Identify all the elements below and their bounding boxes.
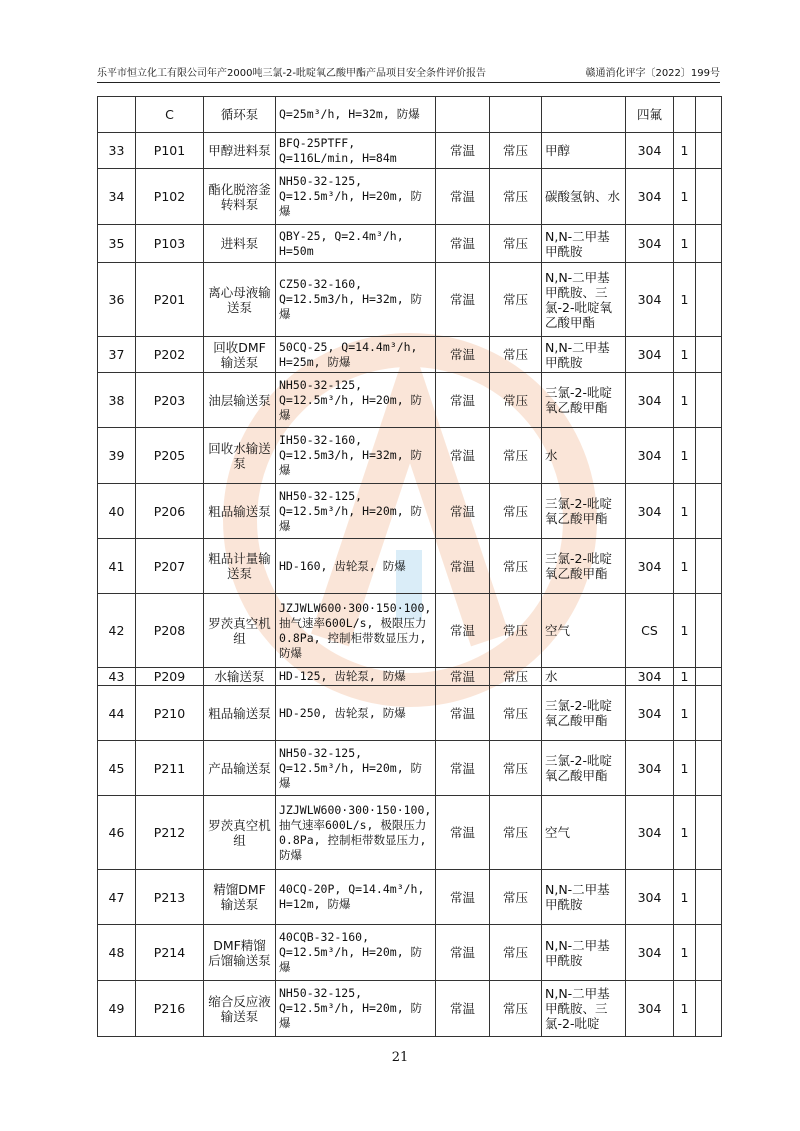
operating-pressure-cell: 常压 xyxy=(490,981,542,1037)
equipment-spec-cell: 50CQ-25, Q=14.4m³/h, H=25m, 防爆 xyxy=(276,337,436,373)
operating-pressure-cell: 常压 xyxy=(490,169,542,225)
equipment-code-cell: P201 xyxy=(136,263,204,337)
operating-temperature-cell: 常温 xyxy=(436,484,490,539)
operating-temperature-cell: 常温 xyxy=(436,870,490,925)
operating-pressure-cell: 常压 xyxy=(490,484,542,539)
equipment-code-cell: P101 xyxy=(136,133,204,169)
quantity-cell: 1 xyxy=(674,225,696,263)
equipment-name-cell: 油层输送泵 xyxy=(204,373,276,428)
remark-cell xyxy=(696,796,722,870)
page-header xyxy=(97,64,720,83)
equipment-code-cell: P216 xyxy=(136,981,204,1037)
table-row xyxy=(98,925,722,981)
equipment-spec-cell: JZJWLW600·300·150·100, 抽气速率600L/s, 极限压力0.8Pa, 控制柜带数显压力, 防爆 xyxy=(276,594,436,668)
medium-cell: 空气 xyxy=(542,594,626,668)
row-number-cell: 49 xyxy=(98,981,136,1037)
equipment-name-cell: DMF精馏后馏输送泵 xyxy=(204,925,276,981)
equipment-spec-cell: HD-250, 齿轮泵, 防爆 xyxy=(276,686,436,741)
medium-cell: N,N-二甲基甲酰胺、三氯-2-吡啶 xyxy=(542,981,626,1037)
row-number-cell: 35 xyxy=(98,225,136,263)
remark-cell xyxy=(696,373,722,428)
operating-temperature-cell xyxy=(436,97,490,133)
operating-pressure-cell: 常压 xyxy=(490,373,542,428)
equipment-spec-cell: BFQ-25PTFF, Q=116L/min, H=84m xyxy=(276,133,436,169)
remark-cell xyxy=(696,263,722,337)
medium-cell: 三氯-2-吡啶氧乙酸甲酯 xyxy=(542,686,626,741)
operating-pressure-cell: 常压 xyxy=(490,133,542,169)
row-number-cell: 44 xyxy=(98,686,136,741)
equipment-name-cell: 粗品计量输送泵 xyxy=(204,539,276,594)
quantity-cell: 1 xyxy=(674,133,696,169)
equipment-name-cell: 精馏DMF输送泵 xyxy=(204,870,276,925)
remark-cell xyxy=(696,337,722,373)
quantity-cell: 1 xyxy=(674,668,696,686)
remark-cell xyxy=(696,925,722,981)
equipment-code-cell: P213 xyxy=(136,870,204,925)
material-cell: 304 xyxy=(626,337,674,373)
remark-cell xyxy=(696,594,722,668)
remark-cell xyxy=(696,97,722,133)
remark-cell xyxy=(696,133,722,169)
equipment-name-cell: 缩合反应液输送泵 xyxy=(204,981,276,1037)
material-cell: 304 xyxy=(626,686,674,741)
equipment-name-cell: 循环泵 xyxy=(204,97,276,133)
quantity-cell: 1 xyxy=(674,741,696,796)
row-number-cell: 43 xyxy=(98,668,136,686)
row-number-cell: 45 xyxy=(98,741,136,796)
equipment-name-cell: 酯化脱溶釜转料泵 xyxy=(204,169,276,225)
remark-cell xyxy=(696,484,722,539)
operating-pressure-cell: 常压 xyxy=(490,668,542,686)
quantity-cell: 1 xyxy=(674,925,696,981)
table-row xyxy=(98,263,722,337)
equipment-name-cell: 回收水输送泵 xyxy=(204,428,276,484)
operating-temperature-cell: 常温 xyxy=(436,133,490,169)
medium-cell: N,N-二甲基甲酰胺 xyxy=(542,925,626,981)
equipment-name-cell: 罗茨真空机组 xyxy=(204,594,276,668)
operating-pressure-cell: 常压 xyxy=(490,428,542,484)
operating-pressure-cell: 常压 xyxy=(490,686,542,741)
equipment-code-cell: C xyxy=(136,97,204,133)
report-title: 乐平市恒立化工有限公司年产2000吨三氯-2-吡啶氧乙酸甲酯产品项目安全条件评价报告 xyxy=(97,68,487,79)
operating-pressure-cell: 常压 xyxy=(490,337,542,373)
equipment-spec-cell: NH50-32-125, Q=12.5m³/h, H=20m, 防爆 xyxy=(276,741,436,796)
operating-pressure-cell: 常压 xyxy=(490,870,542,925)
equipment-spec-cell: NH50-32-125, Q=12.5m³/h, H=20m, 防爆 xyxy=(276,373,436,428)
equipment-code-cell: P208 xyxy=(136,594,204,668)
operating-temperature-cell: 常温 xyxy=(436,925,490,981)
row-number-cell: 34 xyxy=(98,169,136,225)
table-row xyxy=(98,796,722,870)
material-cell: 四氟 xyxy=(626,97,674,133)
quantity-cell: 1 xyxy=(674,263,696,337)
medium-cell: 碳酸氢钠、水 xyxy=(542,169,626,225)
equipment-code-cell: P210 xyxy=(136,686,204,741)
medium-cell xyxy=(542,97,626,133)
quantity-cell: 1 xyxy=(674,686,696,741)
table-row xyxy=(98,686,722,741)
equipment-code-cell: P205 xyxy=(136,428,204,484)
medium-cell: 三氯-2-吡啶氧乙酸甲酯 xyxy=(542,484,626,539)
medium-cell: 水 xyxy=(542,668,626,686)
table-row xyxy=(98,539,722,594)
remark-cell xyxy=(696,870,722,925)
table-row xyxy=(98,668,722,686)
quantity-cell: 1 xyxy=(674,337,696,373)
table-row xyxy=(98,428,722,484)
operating-temperature-cell: 常温 xyxy=(436,373,490,428)
operating-temperature-cell: 常温 xyxy=(436,169,490,225)
row-number-cell: 48 xyxy=(98,925,136,981)
quantity-cell: 1 xyxy=(674,539,696,594)
quantity-cell: 1 xyxy=(674,594,696,668)
medium-cell: 水 xyxy=(542,428,626,484)
material-cell: 304 xyxy=(626,428,674,484)
quantity-cell xyxy=(674,97,696,133)
material-cell: 304 xyxy=(626,925,674,981)
table-row xyxy=(98,484,722,539)
operating-temperature-cell: 常温 xyxy=(436,263,490,337)
equipment-name-cell: 甲醇进料泵 xyxy=(204,133,276,169)
equipment-spec-cell: HD-125, 齿轮泵, 防爆 xyxy=(276,668,436,686)
remark-cell xyxy=(696,169,722,225)
medium-cell: 三氯-2-吡啶氧乙酸甲酯 xyxy=(542,373,626,428)
row-number-cell: 47 xyxy=(98,870,136,925)
equipment-spec-cell: 40CQ-20P, Q=14.4m³/h, H=12m, 防爆 xyxy=(276,870,436,925)
table-row xyxy=(98,741,722,796)
material-cell: 304 xyxy=(626,981,674,1037)
operating-temperature-cell: 常温 xyxy=(436,225,490,263)
material-cell: 304 xyxy=(626,870,674,925)
equipment-code-cell: P211 xyxy=(136,741,204,796)
row-number-cell: 33 xyxy=(98,133,136,169)
table-row xyxy=(98,981,722,1037)
table-row xyxy=(98,337,722,373)
operating-pressure-cell xyxy=(490,97,542,133)
row-number-cell: 36 xyxy=(98,263,136,337)
equipment-spec-cell: NH50-32-125, Q=12.5m³/h, H=20m, 防爆 xyxy=(276,484,436,539)
equipment-code-cell: P102 xyxy=(136,169,204,225)
material-cell: 304 xyxy=(626,796,674,870)
equipment-name-cell: 回收DMF输送泵 xyxy=(204,337,276,373)
equipment-spec-cell: IH50-32-160, Q=12.5m3/h, H=32m, 防爆 xyxy=(276,428,436,484)
material-cell: 304 xyxy=(626,225,674,263)
quantity-cell: 1 xyxy=(674,981,696,1037)
operating-temperature-cell: 常温 xyxy=(436,428,490,484)
material-cell: 304 xyxy=(626,373,674,428)
equipment-spec-cell: QBY-25, Q=2.4m³/h, H=50m xyxy=(276,225,436,263)
equipment-spec-cell: HD-160, 齿轮泵, 防爆 xyxy=(276,539,436,594)
operating-temperature-cell: 常温 xyxy=(436,981,490,1037)
operating-pressure-cell: 常压 xyxy=(490,796,542,870)
remark-cell xyxy=(696,686,722,741)
operating-pressure-cell: 常压 xyxy=(490,539,542,594)
equipment-code-cell: P103 xyxy=(136,225,204,263)
medium-cell: 空气 xyxy=(542,796,626,870)
material-cell: 304 xyxy=(626,539,674,594)
equipment-spec-cell: CZ50-32-160, Q=12.5m3/h, H=32m, 防爆 xyxy=(276,263,436,337)
medium-cell: 三氯-2-吡啶氧乙酸甲酯 xyxy=(542,539,626,594)
report-number: 赣通消化评字〔2022〕199号 xyxy=(585,68,720,79)
table-row xyxy=(98,594,722,668)
material-cell: 304 xyxy=(626,263,674,337)
operating-temperature-cell: 常温 xyxy=(436,686,490,741)
quantity-cell: 1 xyxy=(674,373,696,428)
equipment-name-cell: 水输送泵 xyxy=(204,668,276,686)
operating-temperature-cell: 常温 xyxy=(436,668,490,686)
equipment-name-cell: 粗品输送泵 xyxy=(204,484,276,539)
row-number-cell xyxy=(98,97,136,133)
table-row xyxy=(98,870,722,925)
operating-temperature-cell: 常温 xyxy=(436,796,490,870)
equipment-spec-cell: JZJWLW600·300·150·100, 抽气速率600L/s, 极限压力0.8Pa, 控制柜带数显压力, 防爆 xyxy=(276,796,436,870)
equipment-name-cell: 进料泵 xyxy=(204,225,276,263)
material-cell: 304 xyxy=(626,133,674,169)
medium-cell: N,N-二甲基甲酰胺、三氯-2-吡啶氧乙酸甲酯 xyxy=(542,263,626,337)
quantity-cell: 1 xyxy=(674,484,696,539)
operating-pressure-cell: 常压 xyxy=(490,925,542,981)
medium-cell: 三氯-2-吡啶氧乙酸甲酯 xyxy=(542,741,626,796)
operating-temperature-cell: 常温 xyxy=(436,741,490,796)
equipment-code-cell: P214 xyxy=(136,925,204,981)
material-cell: 304 xyxy=(626,741,674,796)
equipment-table xyxy=(97,96,722,1037)
row-number-cell: 38 xyxy=(98,373,136,428)
material-cell: CS xyxy=(626,594,674,668)
medium-cell: N,N-二甲基甲酰胺 xyxy=(542,337,626,373)
equipment-name-cell: 离心母液输送泵 xyxy=(204,263,276,337)
remark-cell xyxy=(696,428,722,484)
page-number: 21 xyxy=(391,1050,409,1065)
equipment-code-cell: P207 xyxy=(136,539,204,594)
material-cell: 304 xyxy=(626,484,674,539)
remark-cell xyxy=(696,741,722,796)
operating-temperature-cell: 常温 xyxy=(436,594,490,668)
table-row xyxy=(98,169,722,225)
operating-temperature-cell: 常温 xyxy=(436,337,490,373)
table-row xyxy=(98,97,722,133)
equipment-spec-cell: 40CQB-32-160, Q=12.5m³/h, H=20m, 防爆 xyxy=(276,925,436,981)
remark-cell xyxy=(696,225,722,263)
operating-pressure-cell: 常压 xyxy=(490,594,542,668)
equipment-spec-cell: Q=25m³/h, H=32m, 防爆 xyxy=(276,97,436,133)
equipment-code-cell: P212 xyxy=(136,796,204,870)
equipment-code-cell: P209 xyxy=(136,668,204,686)
medium-cell: N,N-二甲基甲酰胺 xyxy=(542,225,626,263)
quantity-cell: 1 xyxy=(674,796,696,870)
remark-cell xyxy=(696,539,722,594)
equipment-code-cell: P202 xyxy=(136,337,204,373)
row-number-cell: 46 xyxy=(98,796,136,870)
row-number-cell: 37 xyxy=(98,337,136,373)
table-row xyxy=(98,133,722,169)
equipment-code-cell: P203 xyxy=(136,373,204,428)
operating-pressure-cell: 常压 xyxy=(490,263,542,337)
row-number-cell: 39 xyxy=(98,428,136,484)
operating-pressure-cell: 常压 xyxy=(490,225,542,263)
quantity-cell: 1 xyxy=(674,870,696,925)
medium-cell: 甲醇 xyxy=(542,133,626,169)
equipment-name-cell: 粗品输送泵 xyxy=(204,686,276,741)
equipment-name-cell: 罗茨真空机组 xyxy=(204,796,276,870)
equipment-code-cell: P206 xyxy=(136,484,204,539)
remark-cell xyxy=(696,668,722,686)
quantity-cell: 1 xyxy=(674,428,696,484)
equipment-spec-cell: NH50-32-125, Q=12.5m³/h, H=20m, 防爆 xyxy=(276,169,436,225)
table-row xyxy=(98,225,722,263)
quantity-cell: 1 xyxy=(674,169,696,225)
equipment-name-cell: 产品输送泵 xyxy=(204,741,276,796)
medium-cell: N,N-二甲基甲酰胺 xyxy=(542,870,626,925)
row-number-cell: 40 xyxy=(98,484,136,539)
material-cell: 304 xyxy=(626,668,674,686)
row-number-cell: 42 xyxy=(98,594,136,668)
material-cell: 304 xyxy=(626,169,674,225)
operating-pressure-cell: 常压 xyxy=(490,741,542,796)
table-row xyxy=(98,373,722,428)
row-number-cell: 41 xyxy=(98,539,136,594)
remark-cell xyxy=(696,981,722,1037)
equipment-spec-cell: NH50-32-125, Q=12.5m³/h, H=20m, 防爆 xyxy=(276,981,436,1037)
operating-temperature-cell: 常温 xyxy=(436,539,490,594)
